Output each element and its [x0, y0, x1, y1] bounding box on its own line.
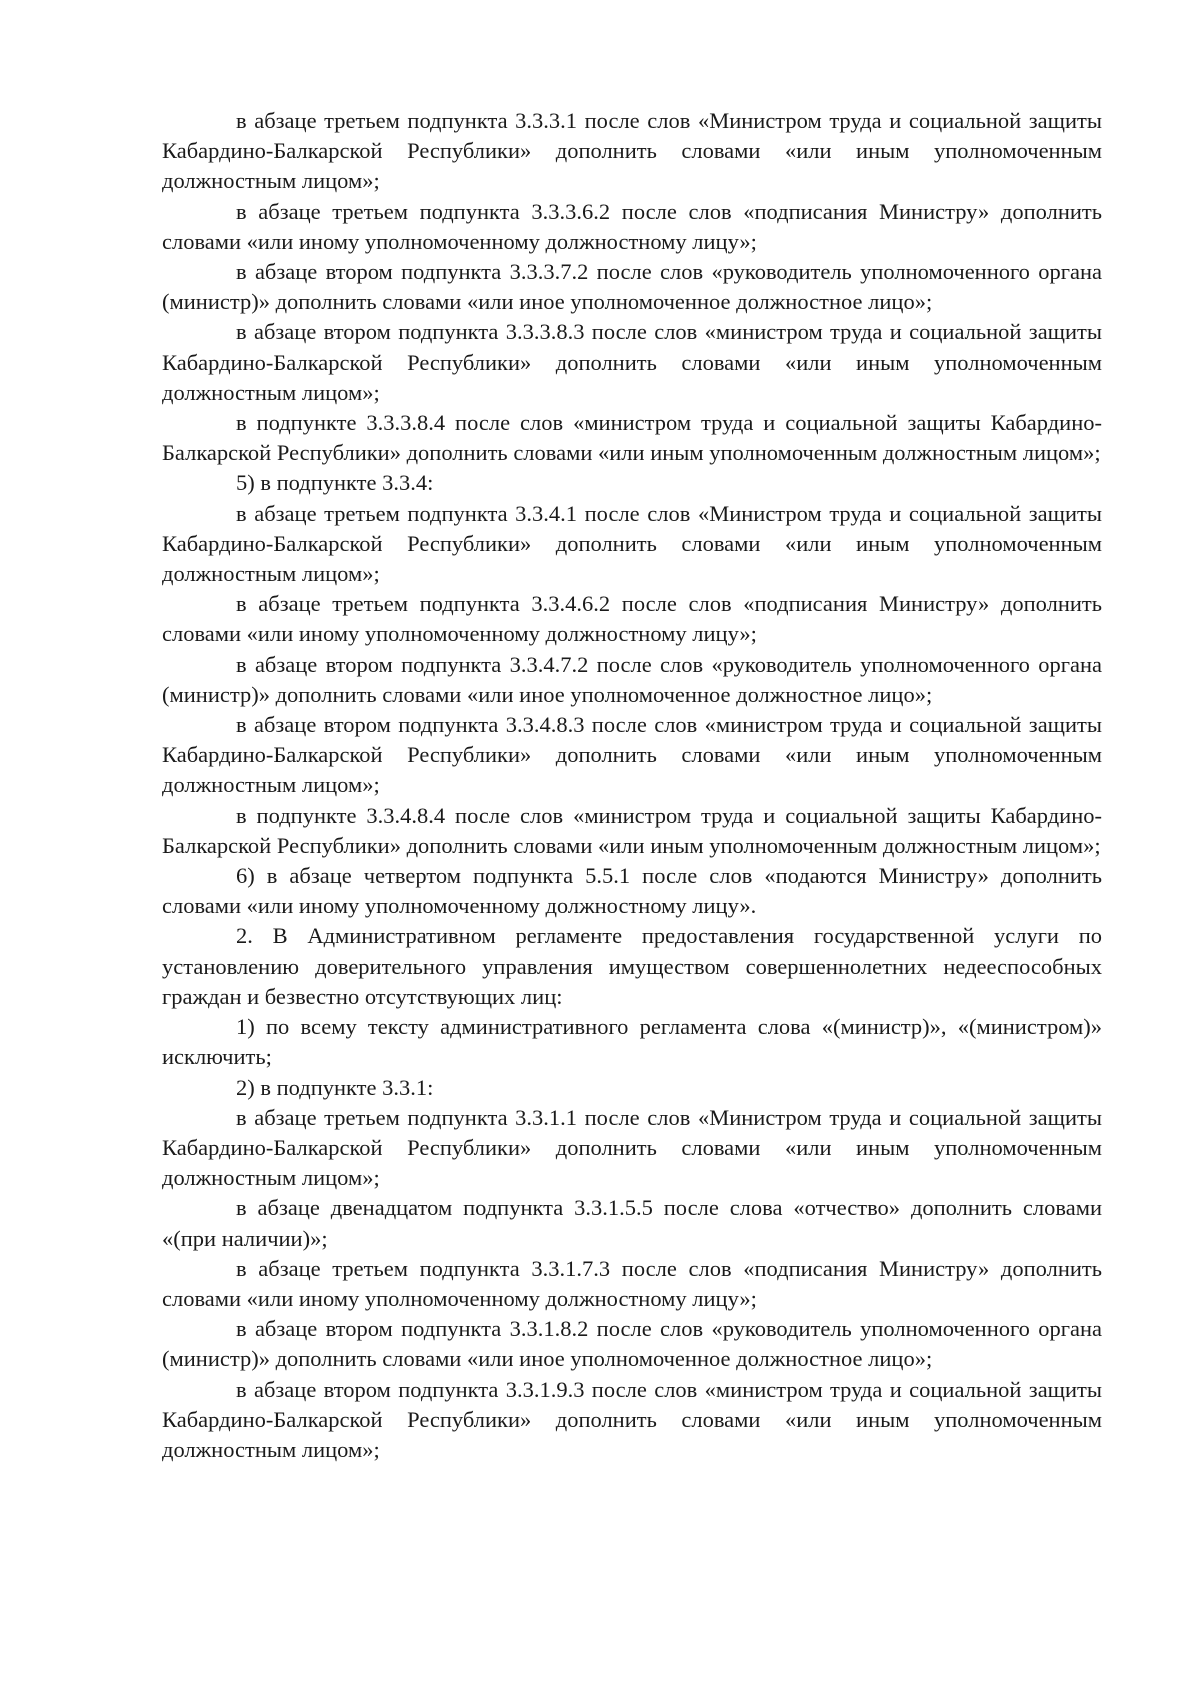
paragraph: в абзаце втором подпункта 3.3.3.8.3 после слов «министром труда и социальной защиты Кабардино-Балкарской Республики» дополнить словами «или иным уполномоченным должностным лицом»; — [162, 319, 1102, 405]
paragraph: в абзаце третьем подпункта 3.3.1.1 после слов «Министром труда и социальной защиты Кабардино-Балкарской Республики» дополнить словами «или иным уполномоченным должностным лицом»; — [162, 1104, 1102, 1191]
paragraph: 2) в подпункте 3.3.1: — [236, 1074, 434, 1100]
paragraph: в абзаце третьем подпункта 3.3.1.7.3 после слов «подписания Министру» дополнить словами «или иному уполномоченному должностному лицу»; — [162, 1255, 1102, 1311]
paragraph: 5) в подпункте 3.3.4: — [236, 470, 434, 496]
paragraph: в абзаце втором подпункта 3.3.1.9.3 после слов «министром труда и социальной защиты Кабардино-Балкарской Республики» дополнить словами «или иным уполномоченным должностным лицом»; — [162, 1376, 1102, 1462]
paragraph: 6) в абзаце четвертом подпункта 5.5.1 после слов «подаются Министру» дополнить словами «или иному уполномоченному должностному лицу». — [162, 863, 1102, 919]
paragraph: в абзаце втором подпункта 3.3.4.7.2 после слов «руководитель уполномоченного органа (министр)» дополнить словами «или иное уполномоченное должностное лицо»; — [162, 651, 1102, 707]
document-body — [162, 106, 1102, 1465]
paragraph: в подпункте 3.3.3.8.4 после слов «министром труда и социальной защиты Кабардино-Балкарской Республики» дополнить словами «или иным уполномоченным должностным лицом»; — [162, 410, 1102, 466]
paragraph: в абзаце третьем подпункта 3.3.3.6.2 после слов «подписания Министру» дополнить словами «или иному уполномоченному должностному лицу»; — [162, 198, 1102, 254]
paragraph: 1) по всему тексту административного регламента слова «(министр)», «(министром)» исключить; — [162, 1014, 1102, 1070]
paragraph: 2. В Административном регламенте предоставления государственной услуги по установлению доверительного управления имуществом совершеннолетних недееспособных граждан и безвестно отсутствующих лиц: — [162, 923, 1102, 1009]
paragraph: в абзаце втором подпункта 3.3.1.8.2 после слов «руководитель уполномоченного органа (министр)» дополнить словами «или иное уполномоченное должностное лицо»; — [162, 1316, 1102, 1372]
paragraph: в абзаце втором подпункта 3.3.4.8.3 после слов «министром труда и социальной защиты Кабардино-Балкарской Республики» дополнить словами «или иным уполномоченным должностным лицом»; — [162, 712, 1102, 798]
paragraph: в абзаце третьем подпункта 3.3.4.6.2 после слов «подписания Министру» дополнить словами «или иному уполномоченному должностному лицу»; — [162, 591, 1102, 647]
paragraph: в абзаце третьем подпункта 3.3.4.1 после слов «Министром труда и социальной защиты Кабардино-Балкарской Республики» дополнить словами «или иным уполномоченным должностным лицом»; — [162, 500, 1102, 587]
paragraph: в абзаце третьем подпункта 3.3.3.1 после слов «Министром труда и социальной защиты Кабардино-Балкарской Республики» дополнить словами «или иным уполномоченным должностным лицом»; — [162, 108, 1102, 194]
paragraph: в подпункте 3.3.4.8.4 после слов «министром труда и социальной защиты Кабардино-Балкарской Республики» дополнить словами «или иным уполномоченным должностным лицом»; — [162, 802, 1102, 858]
paragraph: в абзаце двенадцатом подпункта 3.3.1.5.5 после слова «отчество» дополнить словами «(при наличии)»; — [162, 1195, 1102, 1251]
paragraph: в абзаце втором подпункта 3.3.3.7.2 после слов «руководитель уполномоченного органа (министр)» дополнить словами «или иное уполномоченное должностное лицо»; — [162, 259, 1102, 315]
